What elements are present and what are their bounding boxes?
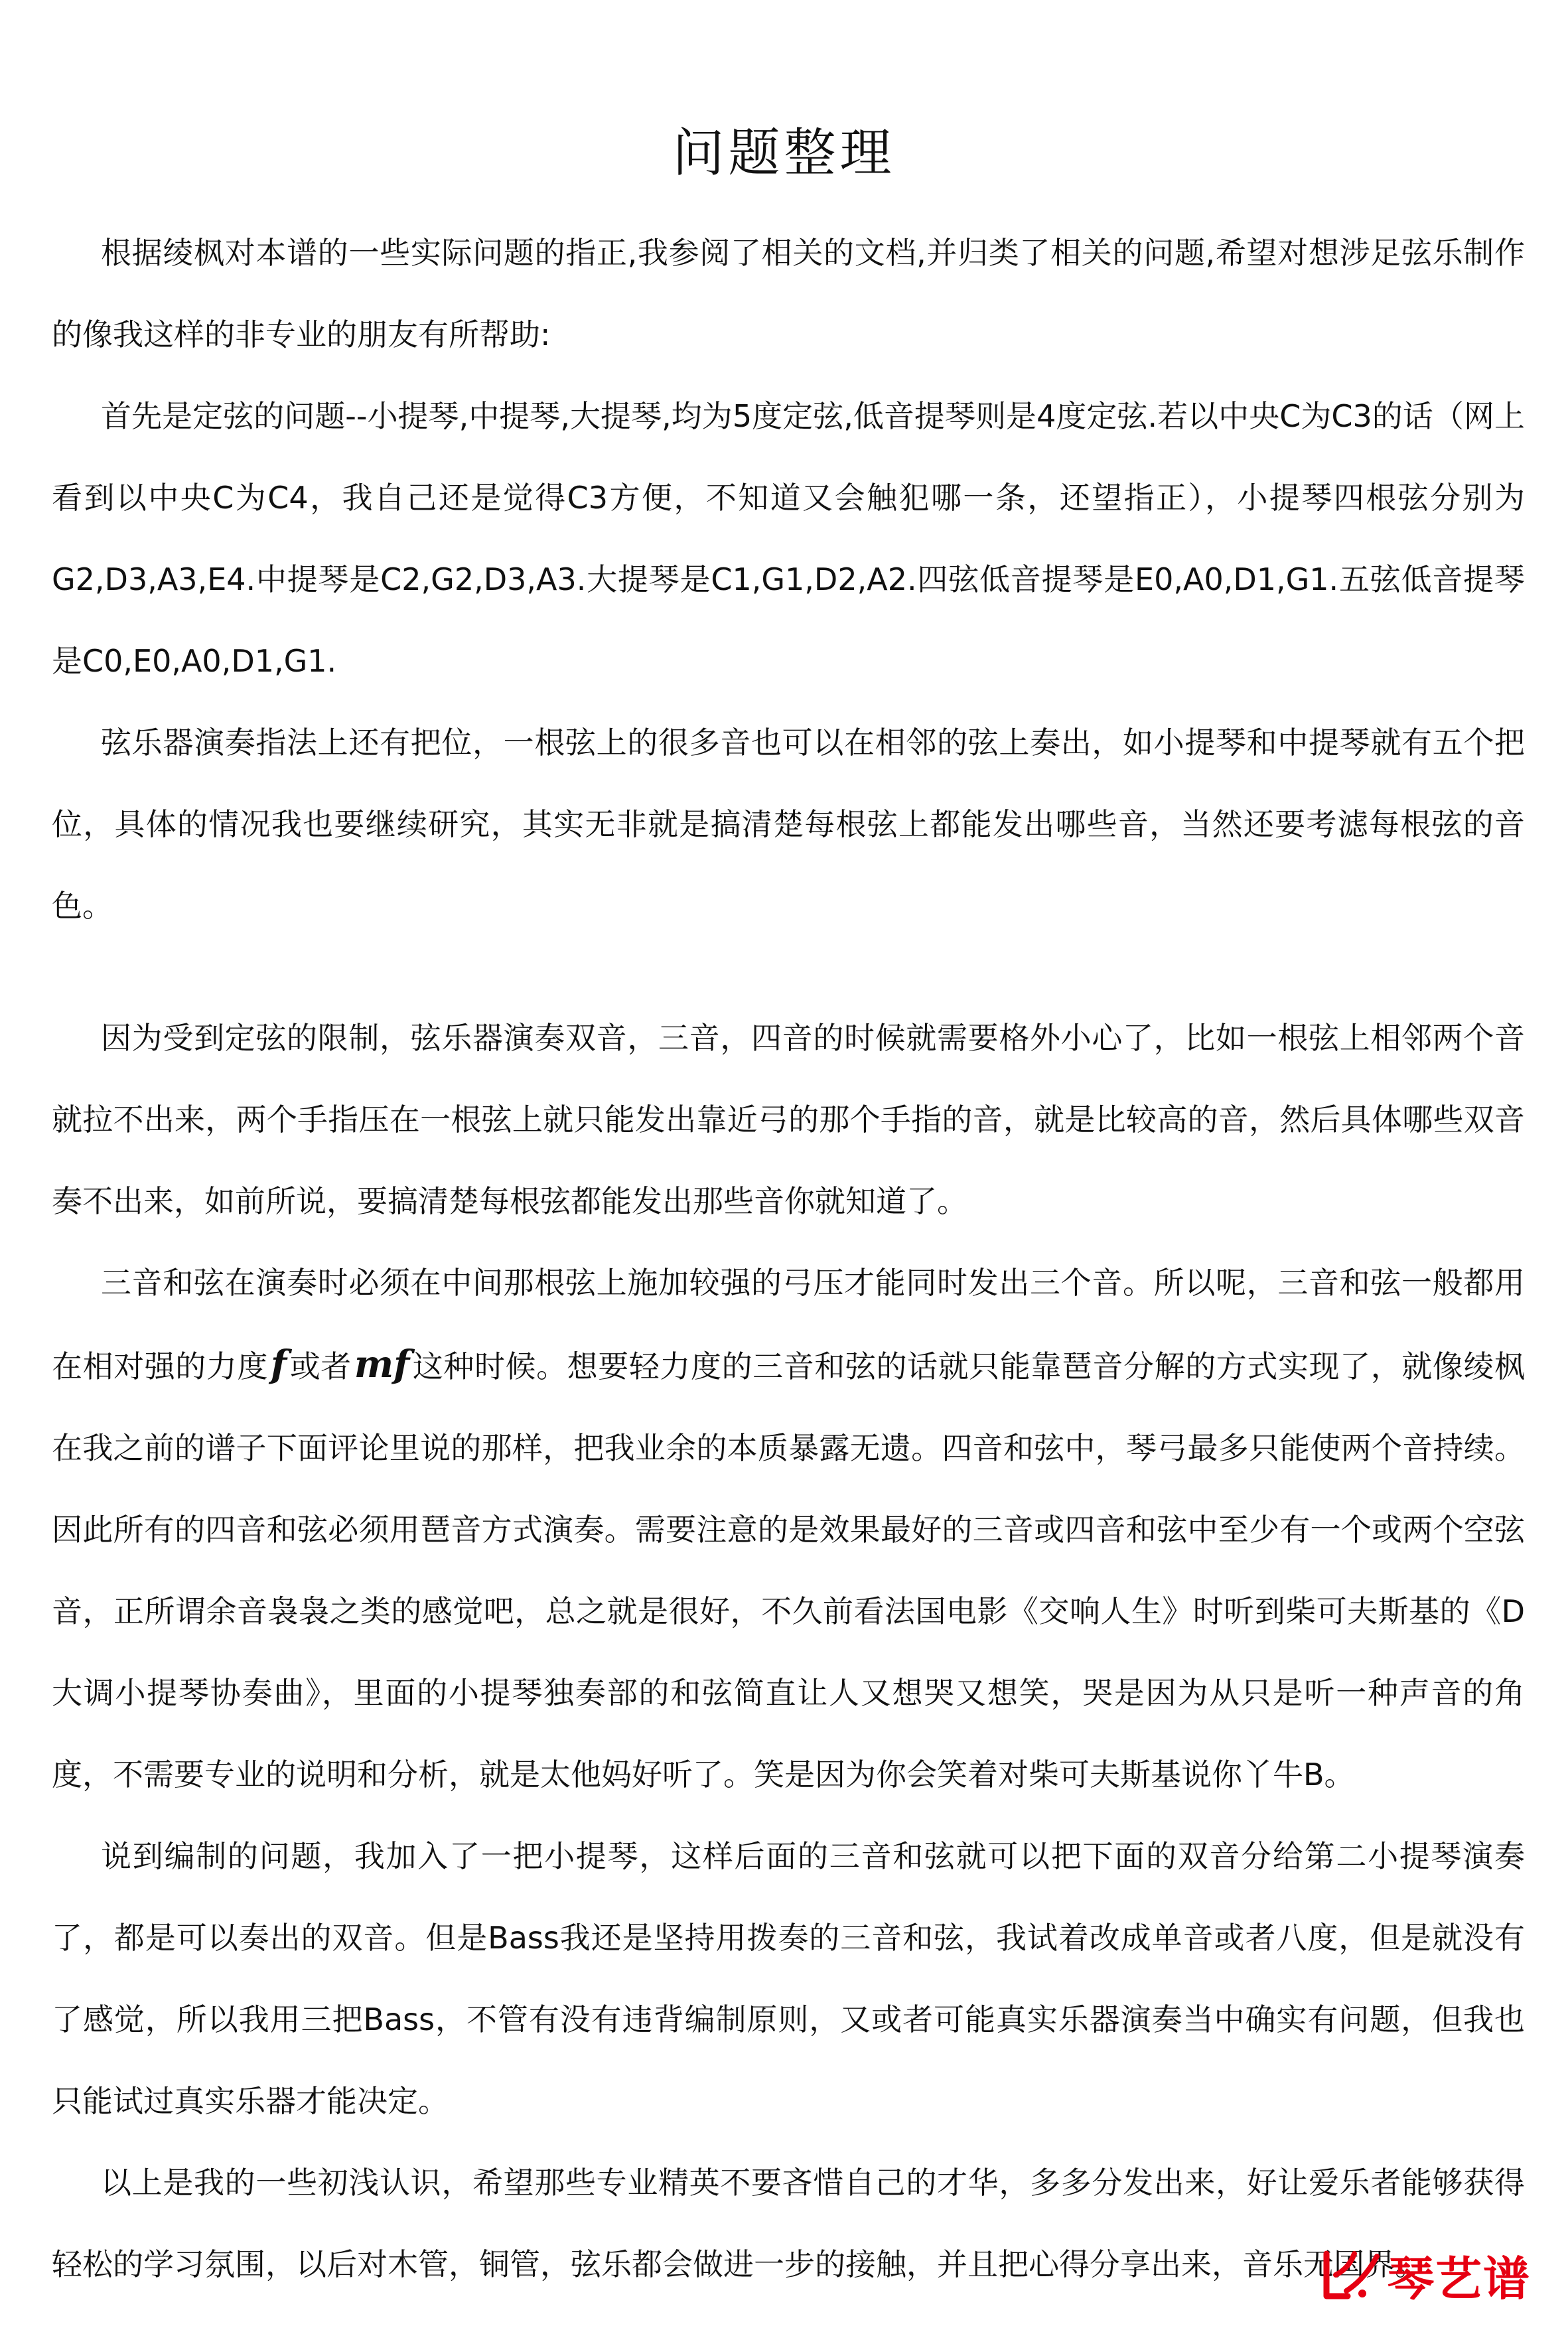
paragraph-positions: 弦乐器演奏指法上还有把位，一根弦上的很多音也可以在相邻的弦上奏出，如小提琴和中提琴就有五个把位，具体的情况我也要继续研究，其实无非就是搞清楚每根弦上都能发出哪些音，当然还要考滤每根弦的音色。 [52,725,1525,924]
paragraph-chords [52,1242,1525,1816]
paragraph-orchestration: 说到编制的问题，我加入了一把小提琴，这样后面的三音和弦就可以把下面的双音分给第二小提琴演奏了，都是可以奏出的双音。但是Bass我还是坚持用拨奏的三音和弦，我试着改成单音或者八度，但是就没有了感觉，所以我用三把Bass，不管有没有违背编制原则，又或者可能真实乐器演奏当中确实有问题，但我也只能试过真实乐器才能决定。 [52,1838,1525,2119]
watermark-logo [1321,2244,1545,2305]
paragraph-intro: 根据绫枫对本谱的一些实际问题的指正,我参阅了相关的文档,并归类了相关的问题,希望对想涉足弦乐制作的像我这样的非专业的朋友有所帮助: [52,235,1525,352]
paragraph-spacer [52,947,1525,997]
qinyipu-logo-icon [1321,2244,1382,2305]
chords-text-part-3: 这种时候。想要轻力度的三音和弦的话就只能靠琶音分解的方式实现了，就像绫枫在我之前的谱子下面评论里说的那样，把我业余的本质暴露无遗。四音和弦中，琴弓最多只能使两个音持续。因此所有的四音和弦必须用琶音方式演奏。需要注意的是效果最好的三音或四音和弦中至少有一个或两个空弦音，正所谓余音袅袅之类的感觉吧，总之就是很好，不久前看法国电影《交响人生》时听到柴可夫斯基的《D大调小提琴协奏曲》，里面的小提琴独奏部的和弦简直让人又想哭又想笑，哭是因为从只是听一种声音的角度，不需要专业的说明和分析，就是太他妈好听了。笑是因为你会笑着对柴可夫斯基说你丫牛B。 [52,1348,1526,1792]
page-title: 问题整理 [672,123,896,183]
dynamic-forte-mark: f [271,1343,287,1386]
paragraph-tuning: 首先是定弦的问题--小提琴,中提琴,大提琴,均为5度定弦,低音提琴则是4度定弦.若以中央C为C3的话（网上看到以中央C为C4，我自己还是觉得C3方便，不知道又会触犯哪一条，还望指正），小提琴四根弦分别为G2,D3,A3,E4.中提琴是C2,G2,D3,A3.大提琴是C1,G1,D2,A2.四弦低音提琴是E0,A0,D1,G1.五弦低音提琴是C0,E0,A0,D1,G1. [52,398,1525,679]
chords-text-part-2: 或者 [289,1348,352,1384]
paragraph-double-stops: 因为受到定弦的限制，弦乐器演奏双音，三音，四音的时候就需要格外小心了，比如一根弦上相邻两个音就拉不出来，两个手指压在一根弦上就只能发出靠近弓的那个手指的音，就是比较高的音，然后具体哪些双音奏不出来，如前所说，要搞清楚每根弦都能发出那些音你就知道了。 [52,1020,1525,1219]
paragraph-conclusion: 以上是我的一些初浅认识，希望那些专业精英不要吝惜自己的才华，多多分发出来，好让爱乐者能够获得轻松的学习氛围，以后对木管，铜管，弦乐都会做进一步的接触，并且把心得分享出来，音乐无国界。 [52,2165,1525,2282]
watermark-text: 琴艺谱 [1388,2251,1531,2306]
chords-text-part-1: 三音和弦在演奏时必须在中间那根弦上施加较强的弓压才能同时发出三个音。所以呢，三音和弦一般都用在相对强的力度 [52,1265,1525,1384]
document-body [52,212,1525,2305]
dynamic-mezzo-forte-mark: mf [354,1343,410,1386]
